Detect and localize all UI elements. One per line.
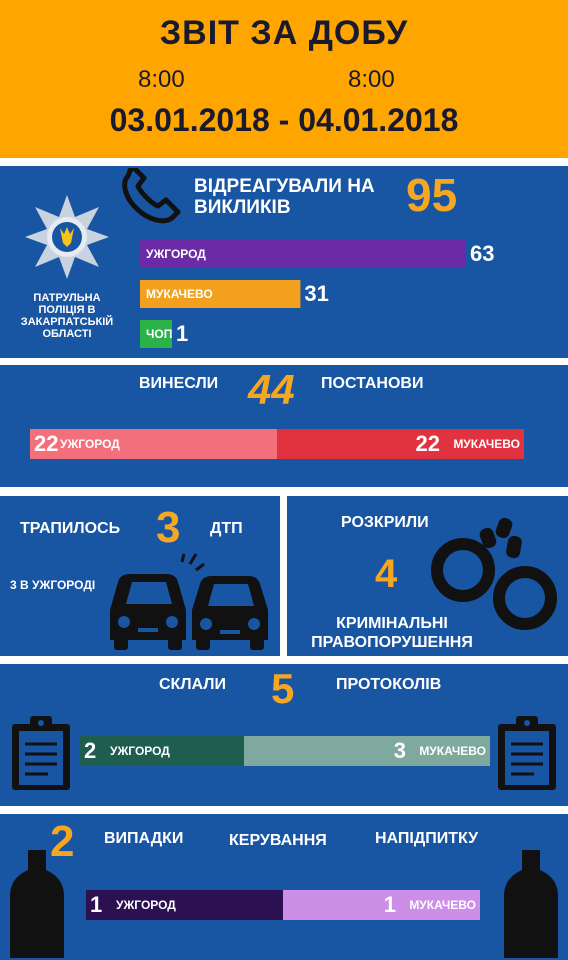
decisions-total: 44 <box>248 366 295 413</box>
protocols-label-right: ПРОТОКОЛІВ <box>336 676 442 693</box>
accidents-label-left: ТРАПИЛОСЬ <box>20 520 121 537</box>
accidents-note: 3 В УЖГОРОДІ <box>10 578 96 592</box>
accidents-total: 3 <box>156 503 181 552</box>
calls-panel <box>0 166 568 358</box>
calls-bar-label-2: МУКАЧЕВО <box>146 287 213 302</box>
crimes-label-bottom: КРИМІНАЛЬНІ ПРАВОПОРУШЕННЯ <box>311 615 473 651</box>
dui-bar-label-1: УЖГОРОД <box>116 898 176 913</box>
protocols-bar-value-1: 2 <box>84 737 97 763</box>
protocols-bar-label-1: УЖГОРОД <box>110 744 170 759</box>
time-start: 8:00 <box>138 66 185 93</box>
car-crash-icon <box>104 552 274 652</box>
time-end: 8:00 <box>348 66 395 93</box>
protocols-bar-label-2: МУКАЧЕВО <box>419 744 486 759</box>
calls-bar-label-1: УЖГОРОД <box>146 247 206 262</box>
report-title: ЗВІТ ЗА ДОБУ <box>159 14 409 52</box>
header <box>0 0 568 158</box>
dui-bar-label-2: МУКАЧЕВО <box>409 898 476 913</box>
decisions-bar-label-1: УЖГОРОД <box>60 437 120 452</box>
dui-bar-value-1: 1 <box>90 891 103 917</box>
crimes-total: 4 <box>375 552 398 596</box>
calls-total: 95 <box>406 169 458 221</box>
dui-word-1: ВИПАДКИ <box>104 830 184 847</box>
decisions-bars <box>0 365 568 487</box>
crimes-label-top: РОЗКРИЛИ <box>341 514 429 531</box>
dui-bars <box>0 814 568 960</box>
crimes-panel <box>287 496 568 656</box>
protocols-label-left: СКЛАЛИ <box>159 676 227 693</box>
protocols-bar-value-2: 3 <box>393 737 406 763</box>
decisions-label-right: ПОСТАНОВИ <box>321 375 424 392</box>
calls-bar-value-2: 31 <box>304 280 329 306</box>
decisions-bar-value-2: 22 <box>415 430 440 456</box>
accidents-panel <box>0 496 280 656</box>
decisions-label-left: ВИНЕСЛИ <box>139 375 219 392</box>
police-logo-text: ПАТРУЛЬНА ПОЛІЦІЯ В ЗАКАРПАТСЬКІЙ ОБЛАСТІ <box>20 292 114 340</box>
calls-bar-value-3: 1 <box>176 320 189 346</box>
calls-label: ВІДРЕАГУВАЛИ НА ВИКЛИКІВ <box>194 176 375 218</box>
decisions-panel <box>0 365 568 487</box>
protocols-panel <box>0 664 568 806</box>
handcuffs-icon <box>427 512 563 636</box>
protocols-total: 5 <box>271 665 295 712</box>
dui-panel <box>0 814 568 960</box>
protocols-bars <box>0 664 568 806</box>
calls-bar-label-3: ЧОП <box>146 327 173 342</box>
dui-word-2: КЕРУВАННЯ <box>229 832 327 849</box>
dui-word-3: НАПІДПИТКУ <box>375 830 479 847</box>
decisions-bar-value-1: 22 <box>34 430 59 456</box>
accidents-label-right: ДТП <box>210 520 243 537</box>
calls-bars <box>0 166 568 358</box>
date-range: 03.01.2018 - 04.01.2018 <box>109 102 459 138</box>
decisions-bar-label-2: МУКАЧЕВО <box>453 437 520 452</box>
dui-bar-value-2: 1 <box>383 891 396 917</box>
dui-total: 2 <box>50 817 75 866</box>
calls-bar-value-1: 63 <box>470 240 495 266</box>
